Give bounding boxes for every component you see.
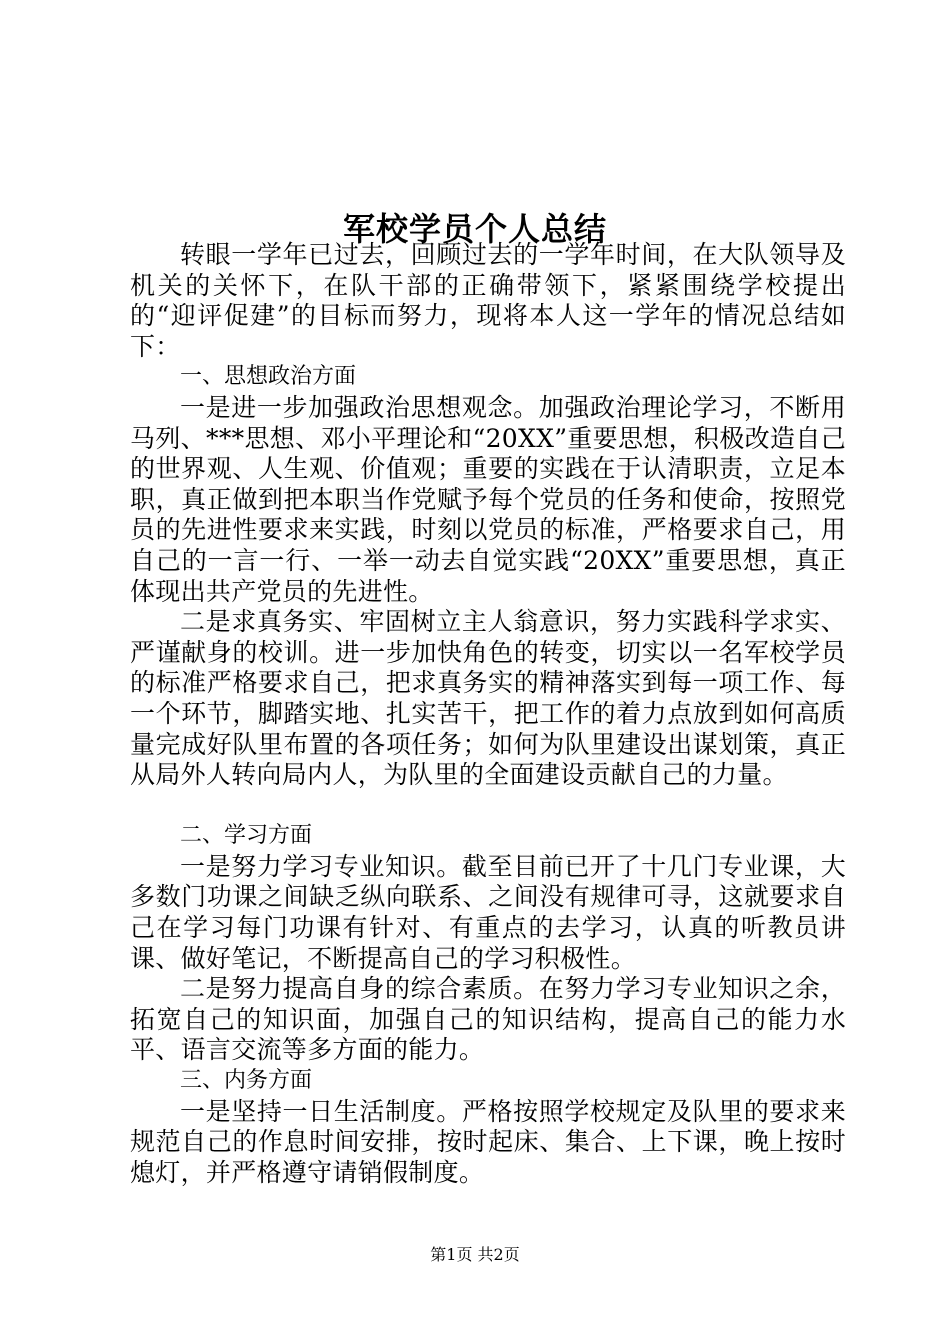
blank-line (130, 791, 846, 822)
intro-paragraph: 转眼一学年已过去，回顾过去的一学年时间，在大队领导及机关的关怀下，在队干部的正确带领下，紧紧围绕学校提出的“迎评促建”的目标而努力，现将本人这一学年的情况总结如下： (130, 240, 846, 361)
section-heading-internal-affairs: 三、内务方面 (180, 1068, 313, 1094)
section-heading-politics: 一、思想政治方面 (180, 364, 357, 390)
document-title: 军校学员个人总结 (342, 210, 607, 249)
page-footer: 第1页 共2页 (430, 1245, 520, 1264)
section-heading-study: 二、学习方面 (180, 823, 313, 849)
politics-paragraph-2: 二是求真务实、牢固树立主人翁意识，努力实践科学求实、严谨献身的校训。进一步加快角色的转变，切实以一名军校学员的标准严格要求自己，把求真务实的精神落实到每一项工作、每一个环节，脚踏实地、扎实苦干，把工作的着力点放到如何高质量完成好队里布置的各项任务；如何为队里建设出谋划策，真正从局外人转向局内人，为队里的全面建设贡献自己的力量。 (130, 607, 846, 790)
internal-affairs-paragraph-1: 一是坚持一日生活制度。严格按照学校规定及队里的要求来规范自己的作息时间安排，按时起床、集合、上下课，晚上按时熄灯，并严格遵守请销假制度。 (130, 1096, 846, 1187)
study-paragraph-2: 二是努力提高自身的综合素质。在努力学习专业知识之余，拓宽自己的知识面，加强自己的知识结构，提高自己的能力水平、语言交流等多方面的能力。 (130, 974, 846, 1065)
document-body (130, 240, 846, 1188)
politics-paragraph-1: 一是进一步加强政治思想观念。加强政治理论学习，不断用马列、***思想、邓小平理论和“20XX”重要思想，积极改造自己的世界观、人生观、价值观；重要的实践在于认清职责，立足本职，真正做到把本职当作党赋予每个党员的任务和使命，按照党员的先进性要求来实践，时刻以党员的标准，严格要求自己，用自己的一言一行、一举一动去自觉实践“20XX”重要思想，真正体现出共产党员的先进性。 (130, 392, 846, 606)
study-paragraph-1: 一是努力学习专业知识。截至目前已开了十几门专业课，大多数门功课之间缺乏纵向联系、之间没有规律可寻，这就要求自己在学习每门功课有针对、有重点的去学习，认真的听教员讲课、做好笔记，不断提高自己的学习积极性。 (130, 851, 846, 973)
